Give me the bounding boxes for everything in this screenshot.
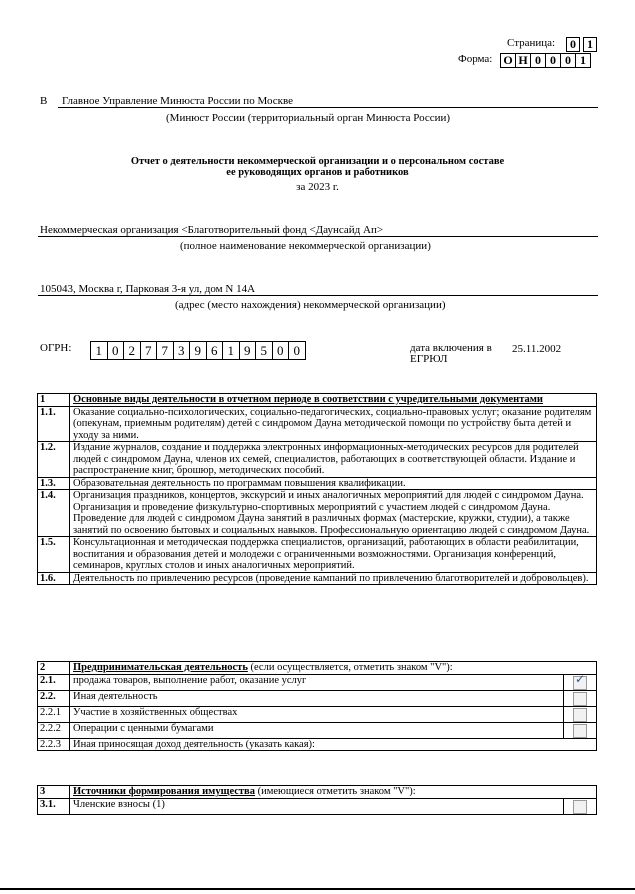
- ogrn-digit: 5: [255, 341, 273, 360]
- table-row: 2.2.1 Участие в хозяйственных обществах: [38, 706, 597, 722]
- egrul-date-label: дата включения в ЕГРЮЛ: [410, 342, 492, 365]
- section-3-table: [37, 785, 597, 815]
- ogrn-digit: 0: [288, 341, 306, 360]
- form-code-boxes: [500, 51, 591, 69]
- table-row: 1.4. Организация праздников, концертов, экскурсий и иных аналогичных мероприятий для людей с синдромом Дауна. Организация и проведение физкультурно-спортивных мероприятий с участием людей с синдромом Дауна. Проведение для людей с синдромом Дауна занятий в различных формах (мастерские, кружки, студии), а также занятий по освоению бытовых и социальных навыков. Профессиональную ориентацию людей с синдромом Дауна.: [38, 490, 597, 537]
- table-row: 1.5. Консультационная и методическая поддержка специалистов, организаций, работающих в области реабилитации, воспитания и образования детей и молодежи с ограниченными возможностями. Организация конференций, семинаров, круглых столов и иных аналогичных мероприятий.: [38, 537, 597, 573]
- checkbox-2-2-1[interactable]: [573, 708, 587, 722]
- check-icon: ✓: [575, 671, 586, 686]
- form-label: Форма:: [458, 53, 493, 65]
- org-address: 105043, Москва г, Парковая 3-я ул, дом N 14А: [40, 283, 256, 295]
- page-label: Страница:: [507, 37, 556, 49]
- form-box: 0: [560, 53, 576, 68]
- checkbox-3-1[interactable]: [573, 800, 587, 814]
- section-header: 2 Предпринимательская деятельность (если осуществляется, отметить знаком "V"):: [38, 662, 597, 675]
- page-box: 1: [583, 37, 597, 52]
- form-box: 1: [575, 53, 591, 68]
- report-title: [0, 156, 635, 178]
- recipient-prefix: В: [40, 95, 48, 107]
- section-title: Источники формирования имущества: [73, 786, 255, 797]
- org-name-caption: (полное наименование некоммерческой организации): [180, 240, 431, 252]
- page-bottom-border: [0, 888, 635, 890]
- ogrn-digits: [91, 341, 306, 360]
- ogrn-digit: 0: [107, 341, 125, 360]
- recipient-caption: (Минюст России (территориальный орган Минюста России): [166, 112, 451, 124]
- page-box: 0: [566, 37, 580, 52]
- form-box: О: [500, 53, 516, 68]
- ogrn-digit: 1: [90, 341, 108, 360]
- section-note: (если осуществляется, отметить знаком "V"):: [247, 662, 453, 673]
- ogrn-digit: 9: [239, 341, 257, 360]
- ogrn-digit: 9: [189, 341, 207, 360]
- checkbox-2-2-2[interactable]: [573, 724, 587, 738]
- section-title: Основные виды деятельности в отчетном периоде в соответствии с учредительными документами: [70, 394, 597, 407]
- table-row: 2.1. продажа товаров, выполнение работ, оказание услуг ✓: [38, 674, 597, 690]
- ogrn-digit: 0: [272, 341, 290, 360]
- form-box: 0: [530, 53, 546, 68]
- org-name: Некоммерческая организация <Благотворительный фонд <Даунсайд Ап>: [40, 224, 384, 236]
- table-row: 2.2.2 Операции с ценными бумагами: [38, 722, 597, 738]
- ogrn-digit: 3: [173, 341, 191, 360]
- checkbox-2-1[interactable]: [573, 671, 587, 690]
- section-note: (имеющиеся отметить знаком "V"):: [254, 786, 416, 797]
- ogrn-digit: 7: [140, 341, 158, 360]
- report-title-line1: Отчет о деятельности некоммерческой организации и о персональном составе: [130, 156, 505, 167]
- table-row: 2.2.3 Иная приносящая доход деятельность (указать какая):: [38, 738, 597, 751]
- table-row: 1.3. Образовательная деятельность по программам повышения квалификации.: [38, 477, 597, 490]
- egrul-date: 25.11.2002: [512, 343, 562, 355]
- org-address-caption: (адрес (место нахождения) некоммерческой организации): [175, 299, 446, 311]
- section-2-table: [37, 661, 597, 751]
- table-row: 1.6. Деятельность по привлечению ресурсов (проведение кампаний по привлечению благотворителей и добровольцев).: [38, 572, 597, 585]
- ogrn-digit: 6: [206, 341, 224, 360]
- table-row: 1.2. Издание журналов, создание и поддержка электронных информационных-методических ресурсов для родителей людей с синдромом Дауна, членов их семей, специалистов, работающих в соответствующей области. Издание и распространение книг, брошюр, методических пособий.: [38, 442, 597, 478]
- section-header: 3 Источники формирования имущества (имеющиеся отметить знаком "V"):: [38, 786, 597, 799]
- ogrn-digit: 2: [123, 341, 141, 360]
- ogrn-digit: 1: [222, 341, 240, 360]
- recipient-org: Главное Управление Минюста России по Москве: [62, 95, 293, 107]
- form-box: 0: [545, 53, 561, 68]
- section-header: 1 Основные виды деятельности в отчетном периоде в соответствии с учредительными документами: [38, 394, 597, 407]
- table-row: 2.2. Иная деятельность: [38, 690, 597, 706]
- section-1-table: [37, 393, 597, 585]
- section-title: Предпринимательская деятельность: [73, 662, 248, 673]
- form-box: Н: [515, 53, 531, 68]
- report-year: за 2023 г.: [296, 181, 339, 193]
- table-row: 1.1. Оказание социально-психологических, социально-педагогических, социально-правовых услуг; оказание родителям (опекунам, приемным родителям) детей с синдромом Дауна методической помощи по устройству быта детей и уходу за ними.: [38, 406, 597, 442]
- table-row: 3.1. Членские взносы (1): [38, 798, 597, 814]
- ogrn-digit: 7: [156, 341, 174, 360]
- checkbox-2-2[interactable]: [573, 692, 587, 706]
- report-title-line2: ее руководящих органов и работников: [226, 167, 409, 178]
- ogrn-label: ОГРН:: [40, 342, 72, 354]
